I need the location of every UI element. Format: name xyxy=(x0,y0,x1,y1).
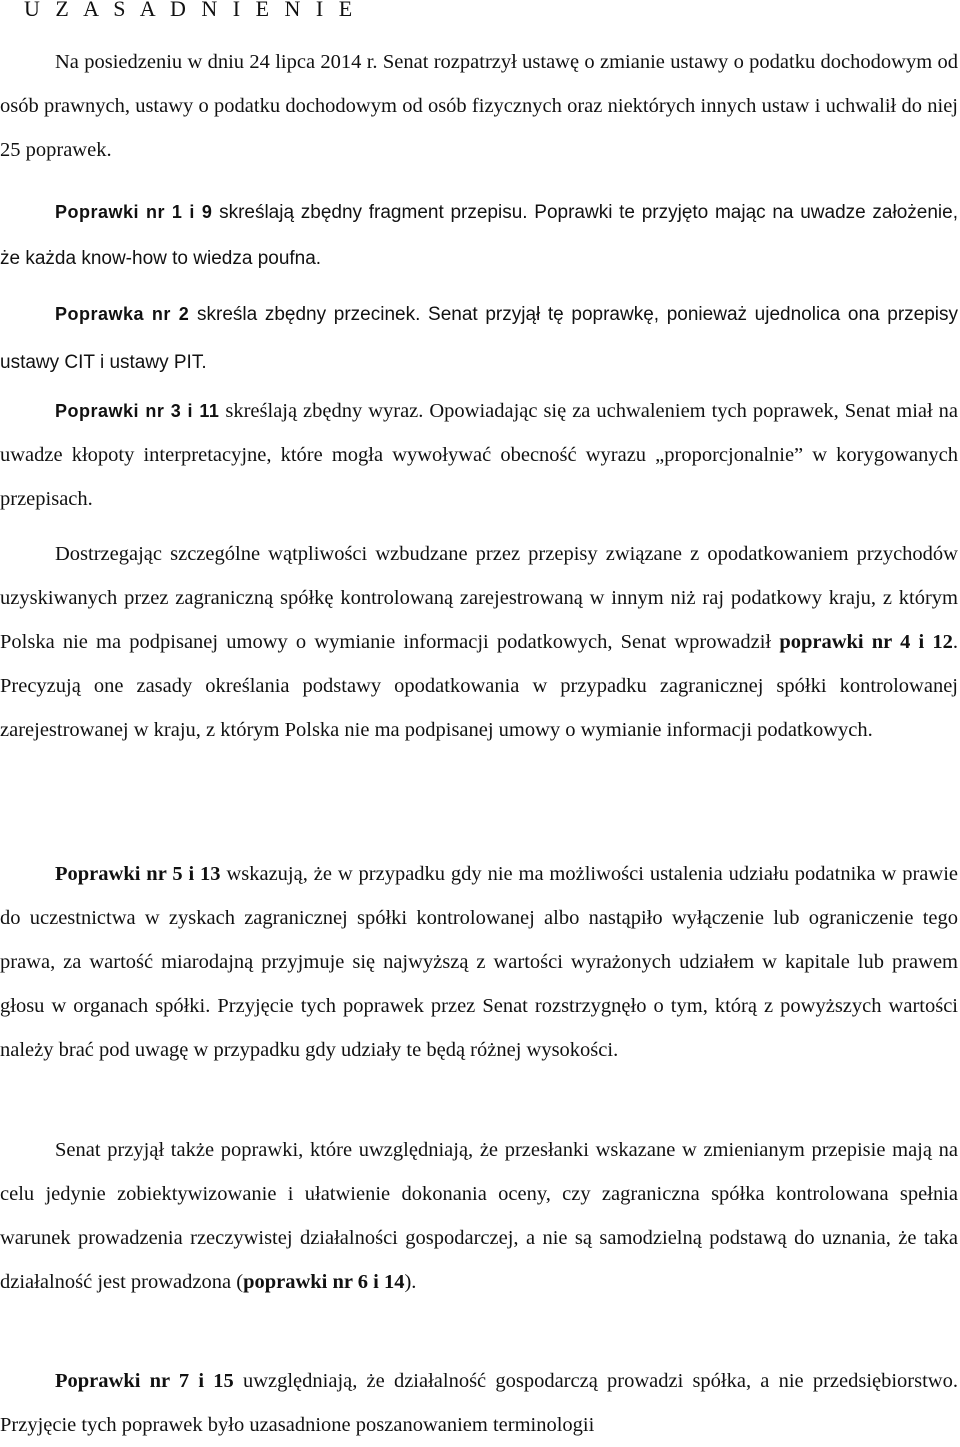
paragraph-amendments-7-15-text: uwzględniają, że działalność gospodarczą prowadzi spółka, a nie przedsiębiorstwo. Przyjęcie tych poprawek było uzasadnione poszanowaniem terminologii xyxy=(0,1370,958,1436)
paragraph-amendments-4-12-text-b: . Precyzują one zasady określania podstawy opodatkowania w przypadku zagranicznej spółki kontrolowanej zarejestrowanej w kraju, z którym Polska nie ma podpisanej umowy o wymianie informacji podatkowych. xyxy=(0,631,958,741)
amendment-ref-2: Poprawka nr 2 xyxy=(55,304,190,324)
amendment-ref-1-9: Poprawki nr 1 i 9 xyxy=(55,202,213,222)
paragraph-intro xyxy=(0,40,958,172)
amendment-ref-4-12: poprawki nr 4 i 12 xyxy=(779,631,953,653)
paragraph-amendments-4-12-text-a: Dostrzegając szczególne wątpliwości wzbudzane przez przepisy związane z opodatkowaniem przychodów uzyskiwanych przez zagraniczną spółkę kontrolowaną zarejestrowaną w innym niż raj podatkowy kraju, z którym Polska nie ma podpisanej umowy o wymianie informacji podatkowych, Senat wprowadził xyxy=(0,543,958,653)
paragraph-amendments-4-12 xyxy=(0,532,958,752)
paragraph-amendments-6-14-text-b: ). xyxy=(404,1271,417,1293)
paragraph-amendment-2-text: skreśla zbędny przecinek. Senat przyjął tę poprawkę, ponieważ ujednolica ona przepisy ustawy CIT i ustawy PIT. xyxy=(0,304,959,373)
amendment-ref-3-11: Poprawki nr 3 i 11 xyxy=(55,401,220,421)
paragraph-amendments-3-11 xyxy=(0,389,958,521)
paragraph-amendments-5-13 xyxy=(0,852,958,1072)
paragraph-intro-text: Na posiedzeniu w dniu 24 lipca 2014 r. Senat rozpatrzył ustawę o zmianie ustawy o podatku dochodowym od osób prawnych, ustawy o podatku dochodowym od osób fizycznych oraz niektórych innych ustaw i uchwalił do niej 25 poprawek. xyxy=(0,51,958,161)
amendment-ref-6-14: poprawki nr 6 i 14 xyxy=(243,1271,405,1293)
paragraph-amendments-6-14-text-a: Senat przyjął także poprawki, które uwzględniają, że przesłanki wskazane w zmienianym przepisie mają na celu jedynie zobiektywizowanie i ułatwienie dokonania oceny, czy zagraniczna spółka kontrolowana spełnia warunek prowadzenia rzeczywistej działalności gospodarczej, a nie są samodzielną podstawą do uznania, że taka działalność jest prowadzona ( xyxy=(0,1139,958,1293)
amendment-ref-7-15: Poprawki nr 7 i 15 xyxy=(55,1370,234,1392)
paragraph-amendment-2 xyxy=(0,290,958,387)
paragraph-amendments-6-14 xyxy=(0,1128,958,1304)
paragraph-amendments-1-9 xyxy=(0,189,958,282)
paragraph-amendments-7-15 xyxy=(0,1359,958,1447)
amendment-ref-5-13: Poprawki nr 5 i 13 xyxy=(55,863,221,885)
paragraph-amendments-5-13-text: wskazują, że w przypadku gdy nie ma możliwości ustalenia udziału podatnika w prawie do uczestnictwa w zyskach zagranicznej spółki kontrolowanej albo nastąpiło wyłączenie lub ograniczenie tego prawa, za wartość miarodajną przyjmuje się najwyższą z wartości wyrażonych udziałem w kapitale lub prawem głosu w organach spółki. Przyjęcie tych poprawek przez Senat rozstrzygnęło o tym, którą z powyższych wartości należy brać pod uwagę w przypadku gdy udziały te będą różnej wysokości. xyxy=(0,863,958,1061)
paragraph-amendments-3-11-text: skreślają zbędny wyraz. Opowiadając się za uchwaleniem tych poprawek, Senat miał na uwadze kłopoty interpretacyjne, które mogła wywoływać obecność wyrazu „proporcjonalnie” w korygowanych przepisach. xyxy=(0,400,958,510)
document-title: U Z A S A D N I E N I E xyxy=(24,0,358,21)
paragraph-amendments-1-9-text: skreślają zbędny fragment przepisu. Poprawki te przyjęto mając na uwadze założenie, że każda know-how to wiedza poufna. xyxy=(0,202,958,269)
